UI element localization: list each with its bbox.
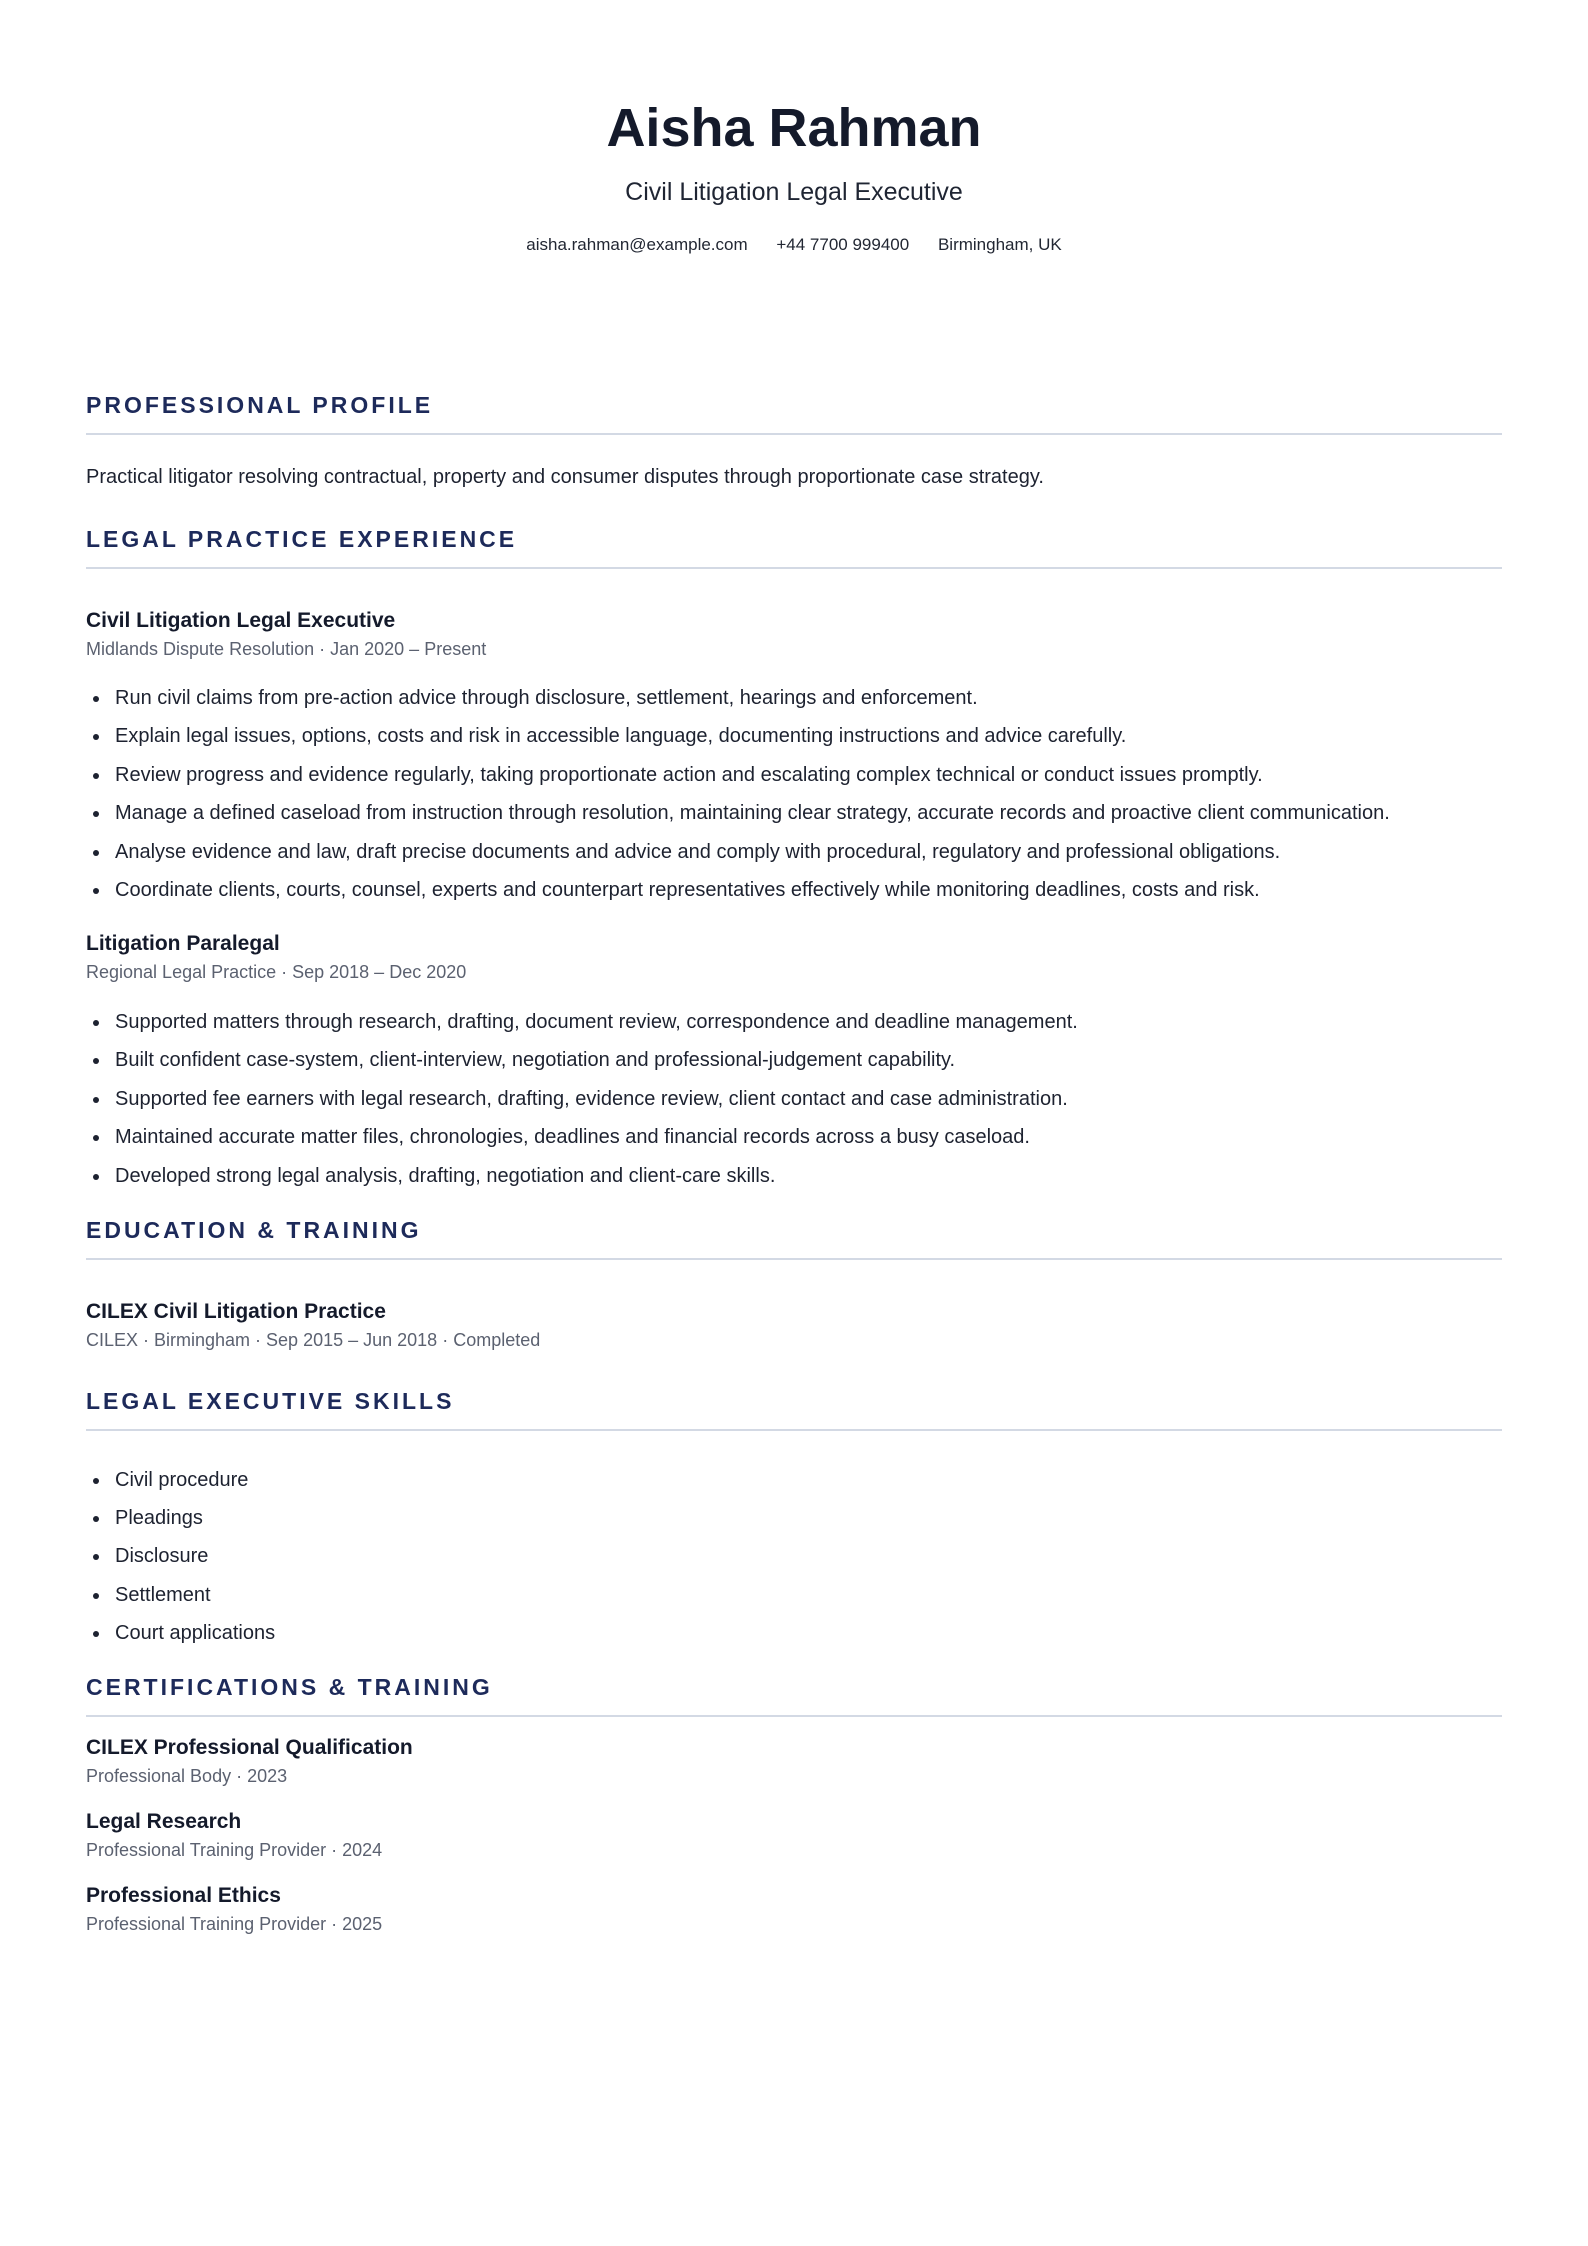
certification-title: Legal Research (86, 1810, 242, 1834)
certification-meta: Professional Body · 2023 (86, 1766, 288, 1787)
candidate-name: Aisha Rahman (606, 98, 982, 158)
education-entry (86, 1298, 1502, 1353)
list-item: Supported matters through research, drafting, document review, correspondence and deadline management. (115, 1008, 1502, 1036)
job-bullets (86, 1008, 1502, 1190)
certification-meta: Professional Training Provider · 2024 (86, 1840, 383, 1861)
list-item: Supported fee earners with legal research, drafting, evidence review, client contact and case administration. (115, 1085, 1502, 1113)
contact-email: aisha.rahman@example.com (526, 235, 748, 254)
list-item: Explain legal issues, options, costs and risk in accessible language, documenting instructions and advice carefully. (115, 722, 1502, 750)
education-meta: CILEX · Birmingham · Sep 2015 – Jun 2018 · Completed (86, 1329, 541, 1350)
section-certifications (86, 1673, 1502, 1937)
list-item: Developed strong legal analysis, drafting, negotiation and client-care skills. (115, 1162, 1502, 1190)
skill-item: Pleadings (115, 1504, 1502, 1532)
section-title-education: EDUCATION & TRAINING (86, 1216, 1502, 1260)
certification-meta: Professional Training Provider · 2025 (86, 1914, 383, 1935)
certification-title: CILEX Professional Qualification (86, 1736, 413, 1760)
section-education (86, 1216, 1502, 1353)
section-skills (86, 1387, 1502, 1648)
section-experience (86, 525, 1502, 1190)
education-title: CILEX Civil Litigation Practice (86, 1299, 386, 1323)
profile-text: Practical litigator resolving contractual, property and consumer disputes through proportionate case strategy. (86, 466, 1044, 488)
candidate-role: Civil Litigation Legal Executive (625, 178, 963, 206)
certification-entry (86, 1808, 1502, 1863)
skill-item: Disclosure (115, 1542, 1502, 1570)
list-item: Analyse evidence and law, draft precise documents and advice and comply with procedural, regulatory and professional obligations. (115, 838, 1502, 866)
section-title-profile: PROFESSIONAL PROFILE (86, 391, 1502, 435)
list-item: Run civil claims from pre-action advice through disclosure, settlement, hearings and enforcement. (115, 684, 1502, 712)
contact-location: Birmingham, UK (937, 235, 1062, 254)
section-title-certifications: CERTIFICATIONS & TRAINING (86, 1673, 1502, 1717)
contact-line (86, 234, 1502, 256)
certification-entry (86, 1882, 1502, 1937)
contact-phone: +44 7700 999400 (776, 235, 910, 254)
job-title: Litigation Paralegal (86, 931, 280, 955)
skill-item: Court applications (115, 1619, 1502, 1647)
list-item: Built confident case-system, client-interview, negotiation and professional-judgement capability. (115, 1046, 1502, 1074)
job-meta: Midlands Dispute Resolution · Jan 2020 – Present (86, 639, 487, 659)
skills-list (86, 1466, 1502, 1648)
job-bullets (86, 684, 1502, 904)
job-meta: Regional Legal Practice · Sep 2018 – Dec 2020 (86, 961, 467, 982)
resume-header (86, 0, 1502, 256)
section-title-skills: LEGAL EXECUTIVE SKILLS (86, 1387, 1502, 1431)
list-item: Maintained accurate matter files, chronologies, deadlines and financial records across a busy caseload. (115, 1123, 1502, 1151)
skill-item: Civil procedure (115, 1466, 1502, 1494)
certification-entry (86, 1734, 1502, 1789)
list-item: Manage a defined caseload from instruction through resolution, maintaining clear strategy, accurate records and proactive client communication. (115, 799, 1502, 827)
certification-title: Professional Ethics (86, 1884, 281, 1908)
job-entry (86, 607, 1502, 904)
job-entry (86, 930, 1502, 1190)
list-item: Coordinate clients, courts, counsel, experts and counterpart representatives effectively while monitoring deadlines, costs and risk. (115, 876, 1502, 904)
section-profile (86, 391, 1502, 491)
skill-item: Settlement (115, 1581, 1502, 1609)
section-title-experience: LEGAL PRACTICE EXPERIENCE (86, 525, 1502, 569)
list-item: Review progress and evidence regularly, taking proportionate action and escalating complex technical or conduct issues promptly. (115, 761, 1502, 789)
job-title: Civil Litigation Legal Executive (86, 609, 396, 632)
